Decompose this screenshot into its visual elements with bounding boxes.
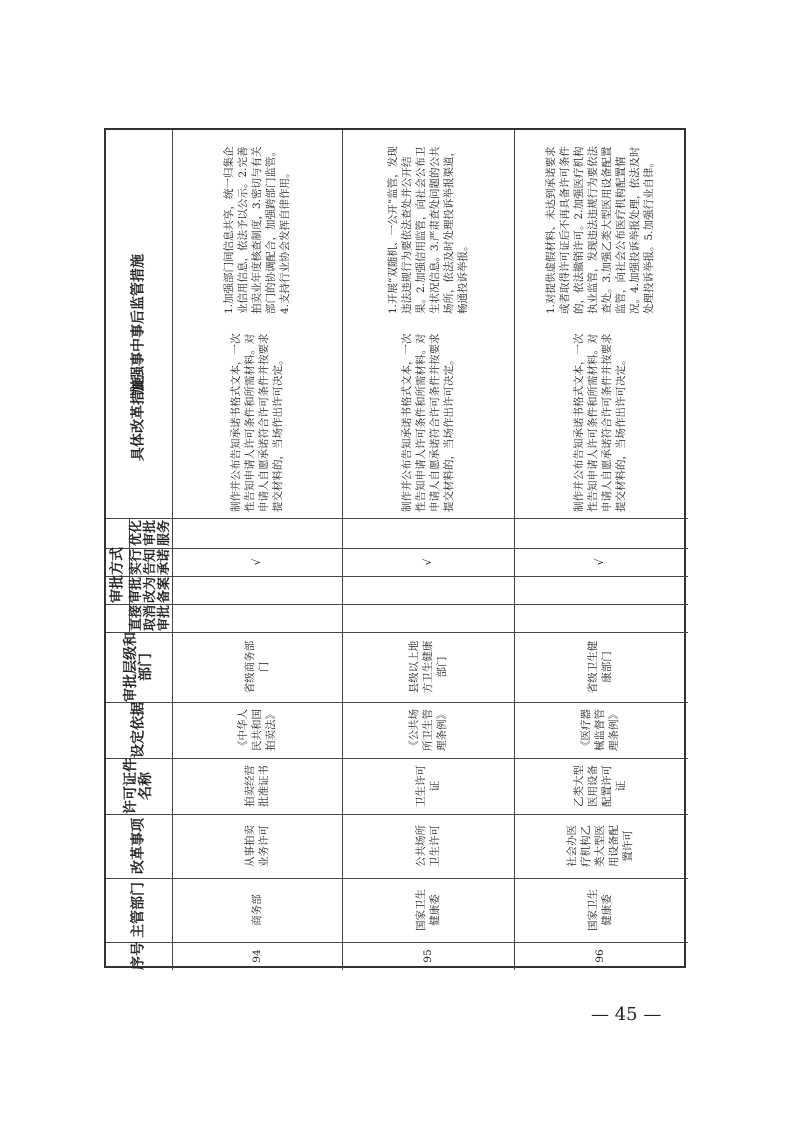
- row-95-level: 县级以上地方卫生健康部门: [408, 640, 448, 694]
- row-96-supervision: 1.对提供虚假材料、未达到承诺要求或者取得许可证后不再具备许可条件的，依法撤销许可。2.加强医疗机构执业监管，发现违法违规行为要依法查处。3.加强乙类大型医用设备配置监管，向社会公布医疗机构配置情况。4.加强投诉举报处理，依法及时处理投诉举报。5.加强行业自律。: [545, 146, 655, 314]
- row-94-dept: 商务部: [251, 894, 263, 926]
- row-94-item: 从事拍卖业务许可: [244, 825, 270, 867]
- header-supervision: 加强事中事后监管措施: [130, 254, 147, 394]
- row-96-check: √: [594, 558, 606, 566]
- row-96-measures: 制作并公布告知承诺书格式文本，一次性告知申请人许可条件和所需材料。对申请人自愿承诺符合许可条件并按要求提交材料的，当场作出许可决定。: [573, 333, 627, 512]
- header-mode-notify: 实行告知承诺: [128, 549, 172, 576]
- row-96-license: 乙类大型医用设备配置许可证: [573, 765, 627, 807]
- row-95-seq: 95: [422, 949, 434, 963]
- row-94-check: √: [251, 558, 263, 566]
- header-seq: 序号: [130, 942, 147, 970]
- header-measures: 具体改革措施: [130, 377, 147, 461]
- row-94-supervision: 1.加强部门间信息共享，统一归集企业信用信息，依法予以公示。2.完善拍卖业年度核查制度，3.密切与有关部门的协调配合，加强跨部门监管。4.支持行业协会发挥自律作用。: [223, 146, 291, 314]
- header-level: 审批层级和部门: [123, 632, 154, 702]
- row-94-measures: 制作并公布告知承诺书格式文本，一次性告知申请人许可条件和所需材料。对申请人自愿承诺符合许可条件并按要求提交材料的，当场作出许可决定。: [230, 333, 284, 512]
- row-94-basis: 《中华人民共和国拍卖法》: [237, 709, 277, 751]
- header-mode: 审批方式: [109, 547, 125, 603]
- header-mode-filing: 审批改为备案: [128, 577, 172, 604]
- header-license: 许可证件名称: [123, 758, 154, 814]
- row-95-dept: 国家卫生健康委: [415, 889, 441, 931]
- row-96-dept: 国家卫生健康委: [587, 889, 613, 931]
- row-95-item: 公共场所卫生许可: [415, 825, 441, 867]
- reform-table: [104, 128, 686, 968]
- row-96-level: 省级卫生健康部门: [587, 640, 613, 694]
- row-95-measures: 制作并公布告知承诺书格式文本，一次性告知申请人许可条件和所需材料。对申请人自愿承诺符合许可条件并按要求提交材料的，当场作出许可决定。: [401, 333, 455, 512]
- row-96-basis: 《医疗器械监督管理条例》: [580, 709, 620, 751]
- header-item: 改革事项: [130, 818, 147, 874]
- row-95-basis: 《公共场所卫生管理条例》: [408, 709, 448, 751]
- row-95-license: 卫生许可证: [415, 765, 441, 807]
- row-95-check: √: [422, 558, 434, 566]
- header-basis: 设定依据: [130, 702, 147, 758]
- row-96-seq: 96: [594, 949, 606, 963]
- header-mode-cancel: 直接取消审批: [128, 605, 172, 632]
- row-94-level: 省级商务部门: [244, 640, 270, 694]
- row-94-seq: 94: [251, 949, 263, 963]
- header-mode-optimize: 优化审批服务: [128, 520, 172, 547]
- header-dept: 主管部门: [130, 882, 147, 938]
- row-96-item: 社会办医疗机构乙类大型医用设备配置许可: [566, 825, 634, 867]
- page-number: — 45 —: [591, 1004, 662, 1025]
- row-94-license: 拍卖经营批准证书: [244, 765, 270, 807]
- row-95-supervision: 1.开展“双随机、一公开”监管，发现违法违规行为要依法查处并公开结果。2.加强信用监管，向社会公布卫生状况信息。3.严肃查处问题的公共场所，依法及时处理投诉举报渠道，畅通投诉举报。: [387, 146, 469, 314]
